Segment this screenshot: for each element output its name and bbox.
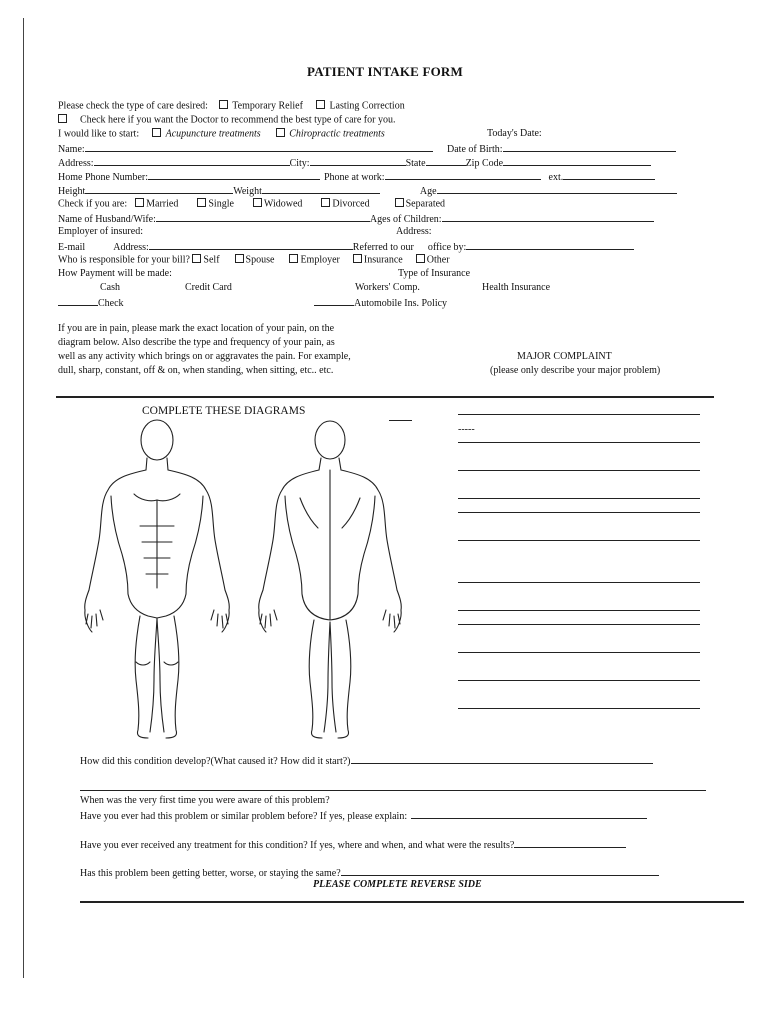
divorced-checkbox[interactable] [321,198,330,207]
complaint-line[interactable] [458,512,700,513]
complaint-line[interactable] [458,414,700,415]
complaint-line[interactable] [458,442,700,443]
home-phone-label: Home Phone Number: [58,172,148,183]
insurance-type-label: Type of Insurance [398,268,471,279]
home-phone-field[interactable] [148,170,320,180]
pain-line-3: well as any activity which brings on or aggravates the pain. For example, [58,351,351,362]
name-field[interactable] [85,142,433,152]
separated-checkbox[interactable] [395,198,404,207]
check-if-label: Check if you are: [58,198,128,210]
body-diagram-back[interactable] [252,418,412,740]
spouse-name-field[interactable] [156,212,370,222]
state-label: State [405,158,426,169]
care-type-prompt: Please check the type of care desired: [58,100,208,112]
employer-address-label: Address: [396,226,432,237]
widowed-label: Widowed [263,198,303,210]
left-margin-rule [23,18,24,978]
work-phone-field[interactable] [385,170,541,180]
email-address-field[interactable] [149,240,353,250]
start-row [58,128,385,141]
height-label: Height [58,186,86,197]
payment-label: How Payment will be made: [58,268,172,279]
ext-label: ext. [548,172,564,183]
section-divider [56,396,714,398]
other-label: Other [426,254,450,266]
lasting-correction-label: Lasting Correction [329,100,405,112]
single-label: Single [208,198,234,210]
doctor-recommend-label: Check here if you want the Doctor to recommend the best type of care for you. [80,114,396,126]
cash-label: Cash [100,282,120,293]
acupuncture-label: Acupuncture treatments [165,128,261,140]
ext-field[interactable] [563,170,655,180]
marital-status-row [58,198,445,211]
responsible-label: Who is responsible for your bill? [58,254,190,266]
start-label: I would like to start: [58,128,140,140]
complaint-line[interactable] [458,582,700,583]
self-label: Self [203,254,220,266]
check-payment-field[interactable] [58,296,98,306]
question-treatment-received: Have you ever received any treatment for this condition? If yes, where and when, and what were the results? [80,840,515,851]
pain-instructions [58,322,351,378]
age-field[interactable] [437,184,677,194]
employer-checkbox[interactable] [289,254,298,263]
condition-develop-field[interactable] [351,754,653,764]
employer-option-label: Employer [300,254,340,266]
chiropractic-checkbox[interactable] [276,128,285,137]
temporary-relief-checkbox[interactable] [219,100,228,109]
separated-label: Separated [405,198,446,210]
weight-field[interactable] [262,184,380,194]
city-field[interactable] [310,156,406,166]
married-checkbox[interactable] [135,198,144,207]
condition-develop-extra-line[interactable] [80,790,706,791]
height-field[interactable] [85,184,233,194]
complaint-line[interactable] [458,610,700,611]
complaint-dashes: ----- [458,424,475,435]
state-field[interactable] [426,156,466,166]
weight-label: Weight [233,186,262,197]
single-checkbox[interactable] [197,198,206,207]
doctor-recommend-row [58,114,395,127]
insurance-label: Insurance [363,254,403,266]
question-better-worse: Has this problem been getting better, worse, or staying the same? [80,868,341,879]
bottom-rule [80,901,744,903]
complaint-line[interactable] [458,624,700,625]
zip-label: Zip Code [465,158,504,169]
complaint-line[interactable] [458,708,700,709]
diagrams-heading: COMPLETE THESE DIAGRAMS [142,405,306,417]
major-complaint-heading: MAJOR COMPLAINT [517,351,612,362]
address-label: Address: [58,158,94,169]
better-worse-field[interactable] [341,866,659,876]
acupuncture-checkbox[interactable] [152,128,161,137]
dob-label: Date of Birth: [447,144,503,155]
age-label: Age [419,186,437,197]
care-type-row [58,100,405,113]
dob-field[interactable] [503,142,676,152]
question-had-before: Have you ever had this problem or similar problem before? If yes, please explain: [80,811,408,822]
spouse-label: Spouse [245,254,275,266]
body-diagram-front[interactable] [78,418,238,740]
had-before-field[interactable] [411,809,647,819]
office-by-label: office by: [427,242,467,253]
self-checkbox[interactable] [192,254,201,263]
widowed-checkbox[interactable] [253,198,262,207]
complaint-line[interactable] [458,540,700,541]
question-first-aware: When was the very first time you were aware of this problem? [80,795,330,806]
married-label: Married [146,198,179,210]
complaint-line[interactable] [458,470,700,471]
workers-comp-label: Workers' Comp. [355,282,420,293]
other-checkbox[interactable] [416,254,425,263]
doctor-recommend-checkbox[interactable] [58,114,67,123]
complaint-line[interactable] [458,680,700,681]
responsible-row [58,254,450,267]
auto-policy-label: Automobile Ins. Policy [354,298,448,309]
auto-policy-field[interactable] [314,296,354,306]
divorced-label: Divorced [332,198,370,210]
referred-label: Referred to our [352,242,414,253]
lasting-correction-checkbox[interactable] [316,100,325,109]
children-ages-label: Ages of Children: [369,214,442,225]
pain-line-2: diagram below. Also describe the type and frequency of your pain, as [58,337,335,348]
complete-reverse-notice: PLEASE COMPLETE REVERSE SIDE [313,879,482,890]
complaint-line[interactable] [458,652,700,653]
email-label: E-mail [58,242,86,253]
pain-line-1: If you are in pain, please mark the exact location of your pain, on the [58,323,335,334]
address-field[interactable] [94,156,290,166]
work-phone-label: Phone at work: [324,172,385,183]
credit-card-label: Credit Card [185,282,232,293]
spouse-name-label: Name of Husband/Wife: [58,214,156,225]
pain-line-4: dull, sharp, constant, off & on, when standing, when sitting, etc.. etc. [58,365,334,376]
temporary-relief-label: Temporary Relief [232,100,303,112]
insurance-checkbox[interactable] [353,254,362,263]
name-label: Name: [58,144,85,155]
spouse-checkbox[interactable] [235,254,244,263]
email-address-label: Address: [113,242,149,253]
employer-label: Employer of insured: [58,226,143,237]
form-title: PATIENT INTAKE FORM [307,64,463,79]
check-label: Check [98,298,124,309]
treatment-received-field[interactable] [514,838,626,848]
complaint-line[interactable] [458,498,700,499]
major-complaint-subtitle: (please only describe your major problem) [490,365,661,376]
question-condition-develop: How did this condition develop?(What caused it? How did it start?) [80,756,351,767]
city-label: City: [289,158,310,169]
todays-date-label: Today's Date: [487,128,542,139]
zip-field[interactable] [503,156,651,166]
health-insurance-label: Health Insurance [482,282,551,293]
children-ages-field[interactable] [442,212,654,222]
referred-by-field[interactable] [466,240,634,250]
chiropractic-label: Chiropractic treatments [289,128,385,140]
